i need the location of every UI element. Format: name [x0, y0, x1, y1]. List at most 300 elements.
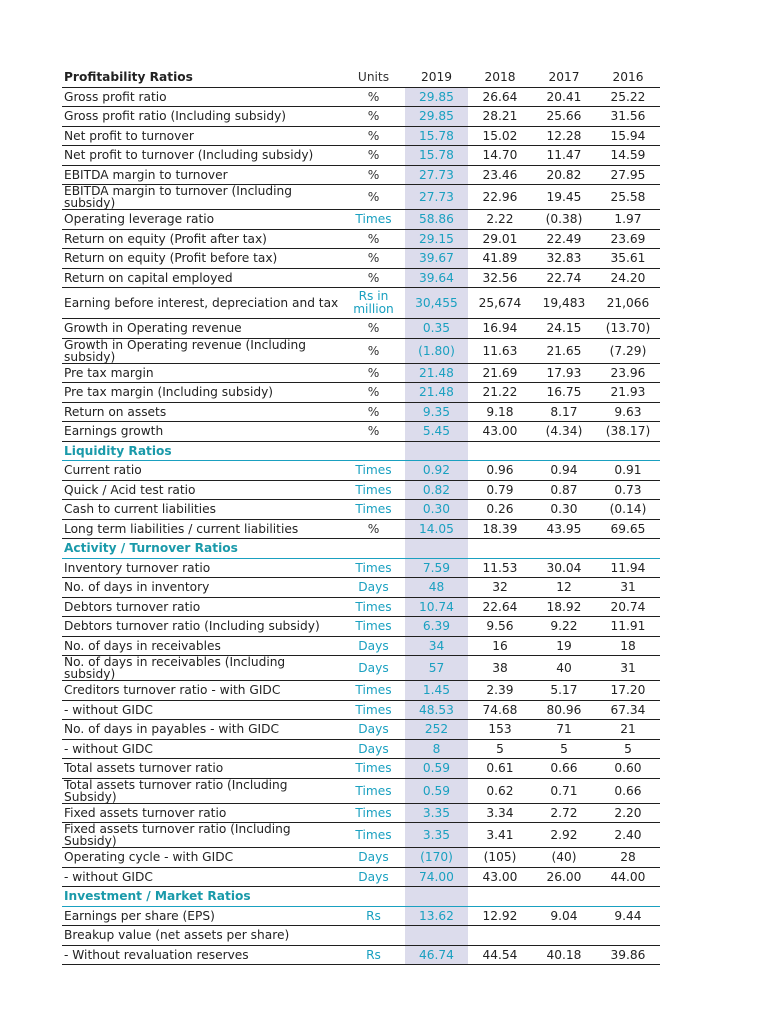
row-label: - without GIDC: [62, 700, 342, 720]
value-cell: 14.59: [596, 146, 660, 166]
row-units: Times: [342, 597, 405, 617]
value-cell: 0.71: [532, 778, 596, 803]
row-units: %: [342, 383, 405, 403]
value-cell: 20.82: [532, 165, 596, 185]
value-2019: 9.35: [405, 402, 468, 422]
value-cell: (105): [468, 848, 532, 868]
value-2019: 58.86: [405, 210, 468, 230]
value-cell: 23.69: [596, 229, 660, 249]
section-header-row: [62, 887, 660, 907]
units-header: Units: [342, 68, 405, 87]
value-cell: 28: [596, 848, 660, 868]
table-row: [62, 165, 660, 185]
row-label: EBITDA margin to turnover (Including subsidy): [62, 185, 342, 210]
value-cell: 29.01: [468, 229, 532, 249]
row-units: Rs: [342, 906, 405, 926]
empty-cell: [342, 887, 405, 907]
row-units: Times: [342, 823, 405, 848]
row-label: No. of days in inventory: [62, 578, 342, 598]
value-cell: 0.87: [532, 480, 596, 500]
table-row: [62, 229, 660, 249]
empty-cell: [596, 539, 660, 559]
value-cell: 2.40: [596, 823, 660, 848]
row-units: %: [342, 363, 405, 383]
row-units: Times: [342, 681, 405, 701]
row-label: Earnings per share (EPS): [62, 906, 342, 926]
value-cell: 25,674: [468, 288, 532, 319]
empty-cell: [405, 539, 468, 559]
row-label: - without GIDC: [62, 739, 342, 759]
row-label: Growth in Operating revenue: [62, 319, 342, 339]
value-2019: 29.15: [405, 229, 468, 249]
row-label: Operating cycle - with GIDC: [62, 848, 342, 868]
table-row: [62, 778, 660, 803]
row-units: Times: [342, 700, 405, 720]
value-cell: 35.61: [596, 249, 660, 269]
value-cell: 31: [596, 656, 660, 681]
table-header-row: [62, 68, 660, 87]
table-row: [62, 578, 660, 598]
row-units: Times: [342, 759, 405, 779]
value-cell: 44.00: [596, 867, 660, 887]
value-cell: 18.39: [468, 519, 532, 539]
value-2019: 30,455: [405, 288, 468, 319]
row-units: Days: [342, 867, 405, 887]
value-cell: 24.20: [596, 268, 660, 288]
value-cell: 22.96: [468, 185, 532, 210]
row-units: [342, 926, 405, 946]
section-title: Investment / Market Ratios: [62, 887, 342, 907]
value-cell: 2.92: [532, 823, 596, 848]
value-2019: 34: [405, 636, 468, 656]
table-row: [62, 288, 660, 319]
section-title: Activity / Turnover Ratios: [62, 539, 342, 559]
value-cell: 43.00: [468, 422, 532, 442]
table-row: [62, 617, 660, 637]
value-cell: 0.61: [468, 759, 532, 779]
value-2019: 15.78: [405, 126, 468, 146]
row-units: %: [342, 319, 405, 339]
value-cell: 11.94: [596, 558, 660, 578]
table-row: [62, 402, 660, 422]
row-units: Times: [342, 558, 405, 578]
row-label: Creditors turnover ratio - with GIDC: [62, 681, 342, 701]
value-cell: 12.92: [468, 906, 532, 926]
table-row: [62, 319, 660, 339]
value-cell: 153: [468, 720, 532, 740]
value-cell: (0.38): [532, 210, 596, 230]
value-2019: 3.35: [405, 803, 468, 823]
value-cell: (38.17): [596, 422, 660, 442]
value-cell: 41.89: [468, 249, 532, 269]
value-cell: 43.00: [468, 867, 532, 887]
value-cell: 43.95: [532, 519, 596, 539]
value-2019: (1.80): [405, 338, 468, 363]
row-units: Times: [342, 803, 405, 823]
value-cell: 2.20: [596, 803, 660, 823]
value-cell: 14.70: [468, 146, 532, 166]
empty-cell: [342, 441, 405, 461]
value-cell: 19.45: [532, 185, 596, 210]
row-label: Return on equity (Profit after tax): [62, 229, 342, 249]
value-2019: 57: [405, 656, 468, 681]
value-cell: 12.28: [532, 126, 596, 146]
value-2019: 29.85: [405, 107, 468, 127]
row-label: Operating leverage ratio: [62, 210, 342, 230]
value-2019: 29.85: [405, 87, 468, 107]
row-units: Days: [342, 578, 405, 598]
table-row: [62, 739, 660, 759]
value-cell: 24.15: [532, 319, 596, 339]
row-label: Return on equity (Profit before tax): [62, 249, 342, 269]
empty-cell: [468, 539, 532, 559]
value-cell: 74.68: [468, 700, 532, 720]
table-row: [62, 185, 660, 210]
table-row: [62, 249, 660, 269]
section-header-row: [62, 441, 660, 461]
value-cell: 0.30: [532, 500, 596, 520]
value-cell: 9.44: [596, 906, 660, 926]
value-cell: 40: [532, 656, 596, 681]
value-cell: 30.04: [532, 558, 596, 578]
value-cell: 0.60: [596, 759, 660, 779]
value-cell: 0.26: [468, 500, 532, 520]
value-cell: 32: [468, 578, 532, 598]
value-cell: 0.94: [532, 461, 596, 481]
row-units: Days: [342, 739, 405, 759]
value-cell: 11.53: [468, 558, 532, 578]
year-header: 2019: [405, 68, 468, 87]
value-cell: 16.75: [532, 383, 596, 403]
value-2019: 10.74: [405, 597, 468, 617]
value-2019: 48.53: [405, 700, 468, 720]
row-label: Return on assets: [62, 402, 342, 422]
value-2019: 21.48: [405, 383, 468, 403]
value-cell: 27.95: [596, 165, 660, 185]
empty-cell: [342, 539, 405, 559]
value-2019: 15.78: [405, 146, 468, 166]
value-cell: 0.96: [468, 461, 532, 481]
value-cell: 28.21: [468, 107, 532, 127]
row-units: %: [342, 422, 405, 442]
value-2019: 14.05: [405, 519, 468, 539]
empty-cell: [596, 441, 660, 461]
row-label: Total assets turnover ratio (Including Subsidy): [62, 778, 342, 803]
value-2019: 74.00: [405, 867, 468, 887]
row-label: No. of days in payables - with GIDC: [62, 720, 342, 740]
table-row: [62, 656, 660, 681]
row-units: %: [342, 126, 405, 146]
value-cell: 23.46: [468, 165, 532, 185]
value-cell: 9.18: [468, 402, 532, 422]
value-cell: 11.63: [468, 338, 532, 363]
row-label: Growth in Operating revenue (Including subsidy): [62, 338, 342, 363]
value-2019: 3.35: [405, 823, 468, 848]
empty-cell: [468, 887, 532, 907]
row-label: Net profit to turnover (Including subsidy): [62, 146, 342, 166]
value-cell: 15.02: [468, 126, 532, 146]
row-units: Times: [342, 480, 405, 500]
value-cell: 19: [532, 636, 596, 656]
value-cell: 31.56: [596, 107, 660, 127]
row-units: Times: [342, 210, 405, 230]
table-row: [62, 906, 660, 926]
empty-cell: [468, 441, 532, 461]
value-cell: (7.29): [596, 338, 660, 363]
value-cell: 80.96: [532, 700, 596, 720]
value-cell: 2.72: [532, 803, 596, 823]
table-row: [62, 803, 660, 823]
value-2019: 0.82: [405, 480, 468, 500]
empty-cell: [405, 887, 468, 907]
value-cell: 2.39: [468, 681, 532, 701]
section-title: Profitability Ratios: [62, 68, 342, 87]
value-cell: 9.04: [532, 906, 596, 926]
row-units: Days: [342, 636, 405, 656]
row-units: %: [342, 87, 405, 107]
row-label: Earnings growth: [62, 422, 342, 442]
value-cell: 69.65: [596, 519, 660, 539]
value-cell: 23.96: [596, 363, 660, 383]
value-cell: 25.66: [532, 107, 596, 127]
row-units: Times: [342, 778, 405, 803]
value-2019: 13.62: [405, 906, 468, 926]
row-units: %: [342, 185, 405, 210]
value-cell: 40.18: [532, 945, 596, 965]
section-title: Liquidity Ratios: [62, 441, 342, 461]
row-label: Pre tax margin: [62, 363, 342, 383]
value-cell: (0.14): [596, 500, 660, 520]
row-label: Total assets turnover ratio: [62, 759, 342, 779]
row-units: %: [342, 338, 405, 363]
value-2019: 39.64: [405, 268, 468, 288]
value-2019: 27.73: [405, 165, 468, 185]
empty-cell: [532, 887, 596, 907]
value-2019: 46.74: [405, 945, 468, 965]
value-cell: 20.41: [532, 87, 596, 107]
row-label: Fixed assets turnover ratio: [62, 803, 342, 823]
value-cell: 38: [468, 656, 532, 681]
row-label: - without GIDC: [62, 867, 342, 887]
row-units: Days: [342, 848, 405, 868]
value-cell: 15.94: [596, 126, 660, 146]
value-2019: 0.59: [405, 759, 468, 779]
value-cell: [468, 926, 532, 946]
value-cell: 16.94: [468, 319, 532, 339]
value-cell: (40): [532, 848, 596, 868]
table-row: [62, 480, 660, 500]
value-cell: 5: [596, 739, 660, 759]
table-row: [62, 268, 660, 288]
value-cell: 17.93: [532, 363, 596, 383]
value-cell: 0.62: [468, 778, 532, 803]
row-units: %: [342, 146, 405, 166]
value-cell: 18.92: [532, 597, 596, 617]
value-cell: 17.20: [596, 681, 660, 701]
table-row: [62, 383, 660, 403]
row-units: %: [342, 519, 405, 539]
row-label: Gross profit ratio: [62, 87, 342, 107]
value-cell: 12: [532, 578, 596, 598]
value-2019: 0.35: [405, 319, 468, 339]
row-label: Fixed assets turnover ratio (Including Subsidy): [62, 823, 342, 848]
value-2019: 0.92: [405, 461, 468, 481]
value-cell: [596, 926, 660, 946]
row-units: Times: [342, 617, 405, 637]
value-cell: 21.93: [596, 383, 660, 403]
row-label: Return on capital employed: [62, 268, 342, 288]
row-label: Breakup value (net assets per share): [62, 926, 342, 946]
row-label: EBITDA margin to turnover: [62, 165, 342, 185]
row-label: Pre tax margin (Including subsidy): [62, 383, 342, 403]
value-cell: 0.66: [596, 778, 660, 803]
table-row: [62, 363, 660, 383]
table-row: [62, 107, 660, 127]
section-header-row: [62, 539, 660, 559]
table-row: [62, 146, 660, 166]
value-cell: 0.79: [468, 480, 532, 500]
value-2019: 0.59: [405, 778, 468, 803]
table-row: [62, 519, 660, 539]
value-cell: 9.63: [596, 402, 660, 422]
value-cell: 22.74: [532, 268, 596, 288]
value-cell: 21.65: [532, 338, 596, 363]
value-cell: (4.34): [532, 422, 596, 442]
value-cell: 11.47: [532, 146, 596, 166]
value-cell: 21.69: [468, 363, 532, 383]
value-2019: 48: [405, 578, 468, 598]
table-row: [62, 867, 660, 887]
row-label: Gross profit ratio (Including subsidy): [62, 107, 342, 127]
empty-cell: [405, 441, 468, 461]
table-row: [62, 558, 660, 578]
value-cell: 39.86: [596, 945, 660, 965]
row-units: %: [342, 249, 405, 269]
value-2019: 0.30: [405, 500, 468, 520]
value-cell: 2.22: [468, 210, 532, 230]
row-units: Days: [342, 656, 405, 681]
ratios-table: [62, 68, 660, 965]
table-row: [62, 126, 660, 146]
row-label: Earning before interest, depreciation and tax: [62, 288, 342, 319]
table-row: [62, 945, 660, 965]
value-cell: 18: [596, 636, 660, 656]
value-cell: 9.22: [532, 617, 596, 637]
table-row: [62, 700, 660, 720]
value-cell: 9.56: [468, 617, 532, 637]
value-cell: 3.41: [468, 823, 532, 848]
value-cell: 3.34: [468, 803, 532, 823]
row-units: %: [342, 229, 405, 249]
value-2019: 27.73: [405, 185, 468, 210]
value-2019: 8: [405, 739, 468, 759]
value-cell: 26.00: [532, 867, 596, 887]
value-cell: 31: [596, 578, 660, 598]
value-cell: 22.64: [468, 597, 532, 617]
row-label: Cash to current liabilities: [62, 500, 342, 520]
row-units: Times: [342, 461, 405, 481]
value-cell: 20.74: [596, 597, 660, 617]
empty-cell: [532, 441, 596, 461]
value-cell: 32.56: [468, 268, 532, 288]
table-row: [62, 681, 660, 701]
value-2019: [405, 926, 468, 946]
value-cell: 71: [532, 720, 596, 740]
row-label: No. of days in receivables: [62, 636, 342, 656]
row-label: Inventory turnover ratio: [62, 558, 342, 578]
value-cell: 44.54: [468, 945, 532, 965]
ratios-sheet: [62, 68, 662, 965]
value-cell: 32.83: [532, 249, 596, 269]
table-row: [62, 210, 660, 230]
table-row: [62, 848, 660, 868]
value-cell: 25.58: [596, 185, 660, 210]
row-units: %: [342, 165, 405, 185]
row-label: Current ratio: [62, 461, 342, 481]
empty-cell: [532, 539, 596, 559]
value-cell: 8.17: [532, 402, 596, 422]
table-row: [62, 500, 660, 520]
year-header: 2017: [532, 68, 596, 87]
table-row: [62, 597, 660, 617]
table-row: [62, 461, 660, 481]
table-row: [62, 636, 660, 656]
value-cell: 22.49: [532, 229, 596, 249]
row-units: Rs in million: [342, 288, 405, 319]
row-units: %: [342, 402, 405, 422]
row-units: %: [342, 268, 405, 288]
table-row: [62, 338, 660, 363]
value-cell: 21,066: [596, 288, 660, 319]
value-cell: 0.66: [532, 759, 596, 779]
value-cell: 5.17: [532, 681, 596, 701]
value-cell: 0.73: [596, 480, 660, 500]
value-cell: 11.91: [596, 617, 660, 637]
value-cell: 25.22: [596, 87, 660, 107]
value-2019: 21.48: [405, 363, 468, 383]
value-cell: 0.91: [596, 461, 660, 481]
value-cell: 19,483: [532, 288, 596, 319]
row-units: Days: [342, 720, 405, 740]
table-row: [62, 720, 660, 740]
row-units: Times: [342, 500, 405, 520]
table-row: [62, 926, 660, 946]
row-units: %: [342, 107, 405, 127]
value-cell: [532, 926, 596, 946]
year-header: 2016: [596, 68, 660, 87]
row-label: Long term liabilities / current liabilities: [62, 519, 342, 539]
value-cell: 16: [468, 636, 532, 656]
row-label: Debtors turnover ratio (Including subsidy): [62, 617, 342, 637]
value-cell: (13.70): [596, 319, 660, 339]
row-label: Quick / Acid test ratio: [62, 480, 342, 500]
table-row: [62, 759, 660, 779]
value-cell: 1.97: [596, 210, 660, 230]
table-row: [62, 422, 660, 442]
row-label: No. of days in receivables (Including subsidy): [62, 656, 342, 681]
year-header: 2018: [468, 68, 532, 87]
value-cell: 5: [468, 739, 532, 759]
value-2019: 5.45: [405, 422, 468, 442]
table-row: [62, 823, 660, 848]
row-label: Debtors turnover ratio: [62, 597, 342, 617]
value-2019: (170): [405, 848, 468, 868]
value-cell: 26.64: [468, 87, 532, 107]
value-cell: 21.22: [468, 383, 532, 403]
row-label: Net profit to turnover: [62, 126, 342, 146]
value-2019: 252: [405, 720, 468, 740]
value-cell: 21: [596, 720, 660, 740]
